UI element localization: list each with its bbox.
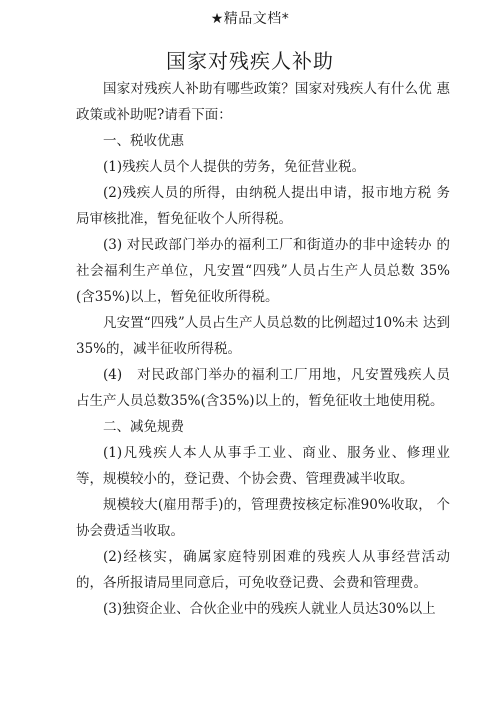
- paragraph: 规模较大(雇用帮手)的，管理费按核定标准90%收取， 个协会费适当收取。: [76, 497, 450, 539]
- paragraph: (3) 对民政部门举办的福利工厂和街道办的非中途转办 的社会福利生产单位，凡安置“四残”人员占生产人员总数 35%(含35%)以上，暂免征收所得税。: [76, 237, 450, 305]
- paragraph: 凡安置“四残”人员占生产人员总数的比例超过10%未 达到35%的，减半征收所得税。: [76, 315, 450, 357]
- section-heading-tax: 一、税收优惠: [103, 133, 184, 149]
- paragraph: (2)残疾人员的所得，由纳税人提出申请，报市地方税 务局审核批准，暂免征收个人所得税。: [76, 185, 450, 227]
- page-header-label: ★精品文档*: [210, 11, 290, 27]
- paragraph: (1)凡残疾人本人从事手工业、商业、服务业、修理业 等，规模较小的，登记费、个协会费、管理费减半收取。: [76, 445, 450, 487]
- document-body: [76, 76, 450, 622]
- section-heading-fees: 二、减免规费: [103, 419, 184, 435]
- paragraph: (4) 对民政部门举办的福利工厂用地，凡安置残疾人员 占生产人员总数35%(含35%)以上的，暂免征收土地使用税。: [76, 367, 450, 409]
- paragraph: (1)残疾人员个人提供的劳务，免征营业税。: [103, 159, 366, 175]
- paragraph: (2)经核实，确属家庭特别困难的残疾人从事经营活动 的，各所报请局里同意后，可免收登记费、会费和管理费。: [76, 549, 450, 591]
- document-title: 国家对残疾人补助: [166, 49, 334, 73]
- paragraph: (3)独资企业、合伙企业中的残疾人就业人员达30%以上: [103, 601, 436, 617]
- intro-paragraph: 国家对残疾人补助有哪些政策？国家对残疾人有什么优 惠政策或补助呢?请看下面：: [76, 81, 450, 123]
